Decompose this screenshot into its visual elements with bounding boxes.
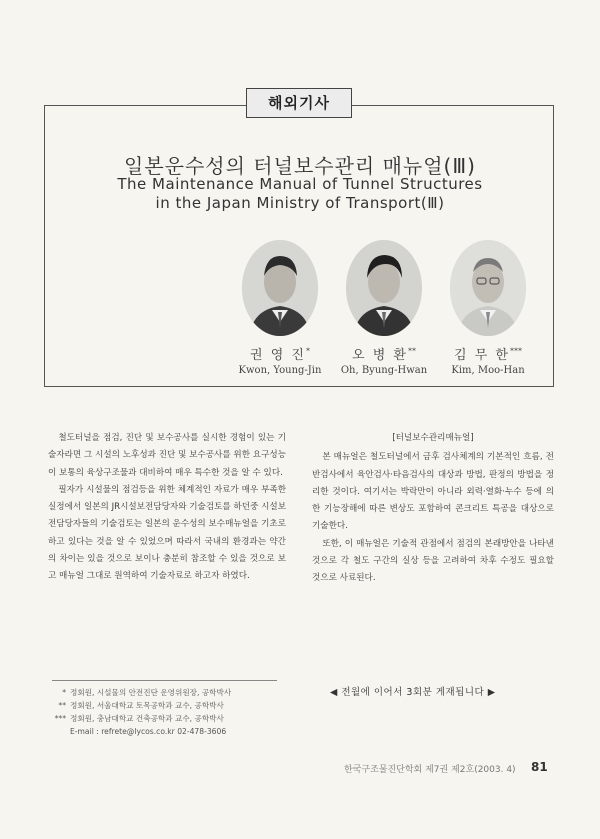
footnote-1: * 정회원, 시설물의 안전진단 운영위원장, 공학박사: [62, 688, 232, 697]
author-2-portrait: [346, 240, 422, 336]
author-1-portrait: [242, 240, 318, 336]
journal-footer: 한국구조물진단학회 제7권 제2호(2003. 4): [344, 765, 516, 775]
author-3: [428, 240, 548, 376]
manual-heading: [터널보수관리매뉴얼]: [392, 433, 474, 443]
title-english: [0, 175, 600, 213]
intro-paragraph-1: 철도터널을 점검, 진단 및 보수공사를 실시한 경험이 있는 기술자라면 그 시설의 노후성과 진단 및 보수공사를 위한 요구성능이 보통의 육상구조물과 대비하여 매우 특수한 것을 알 수 있다.: [48, 433, 286, 478]
title-korean: 일본운수성의 터널보수관리 매뉴얼(Ⅲ): [124, 154, 476, 178]
category-label: 해외기사: [246, 88, 352, 118]
footnotes: [52, 686, 231, 738]
manual-column: [312, 430, 554, 588]
manual-paragraph-1: 본 매뉴얼은 철도터널에서 금후 검사체계의 기본적인 흐름, 전반검사에서 육안검사·타음검사의 대상과 방법, 판정의 방법을 정리한 것이다. 여기서는 박락만이 아니라 외력·열화·누수 등에 의한 기능장해에 따른 변상도 포함하여 콘크리트 특공을 대상으로 기술한다.: [312, 452, 554, 532]
footnote-3: *** 정회원, 충남대학교 건축공학과 교수, 공학박사: [54, 714, 224, 723]
continuation-note: ◀ 전월에 이어서 3회분 게재됩니다 ▶: [330, 687, 496, 698]
author-3-name-korean: 김 무 한***: [454, 346, 522, 363]
intro-paragraph-2: 필자가 시설물의 점검등을 위한 체계적인 자료가 매우 부족한 실정에서 일본의 JR시설보전담당자와 기술검토를 하던중 시설보전담당자들의 기술검토는 일본의 운수성의 보수매뉴얼을 기초로 하고 있다는 것을 알 수 있었으며 따라서 국내의 환경과는 약간의 차이는 있을 것으로 보이나 충분히 참조할 수 있을 것으로 보고 매뉴얼 그대로 원역하여 기술자료로 하고자 하였다.: [48, 484, 287, 582]
page-number: 81: [531, 760, 548, 774]
footnote-email: E-mail : refrete@lycos.co.kr 02-478-3606: [70, 727, 227, 736]
author-3-portrait: [450, 240, 526, 336]
title-english-line1: The Maintenance Manual of Tunnel Structures: [117, 175, 483, 193]
author-2-name-korean: 오 병 환**: [352, 346, 416, 363]
manual-paragraph-2: 또한, 이 매뉴얼은 기술적 관점에서 점검의 본래방안을 나타낸 것으로 각 철도 구간의 실상 등을 고려하여 차후 수정도 필요할 것으로 사료된다.: [312, 538, 554, 584]
intro-column: [48, 430, 286, 586]
title-english-line2: in the Japan Ministry of Transport(Ⅲ): [155, 194, 445, 212]
footnote-2: ** 정회원, 서울대학교 토목공학과 교수, 공학박사: [58, 701, 224, 710]
author-1-name-english: Kwon, Young-Jin: [238, 365, 322, 376]
author-1: [220, 240, 340, 376]
author-1-name-korean: 권 영 진*: [250, 346, 310, 363]
author-3-name-english: Kim, Moo-Han: [451, 365, 525, 376]
author-2: [324, 240, 444, 376]
footnote-divider: [52, 680, 277, 681]
author-2-name-english: Oh, Byung-Hwan: [340, 365, 428, 376]
